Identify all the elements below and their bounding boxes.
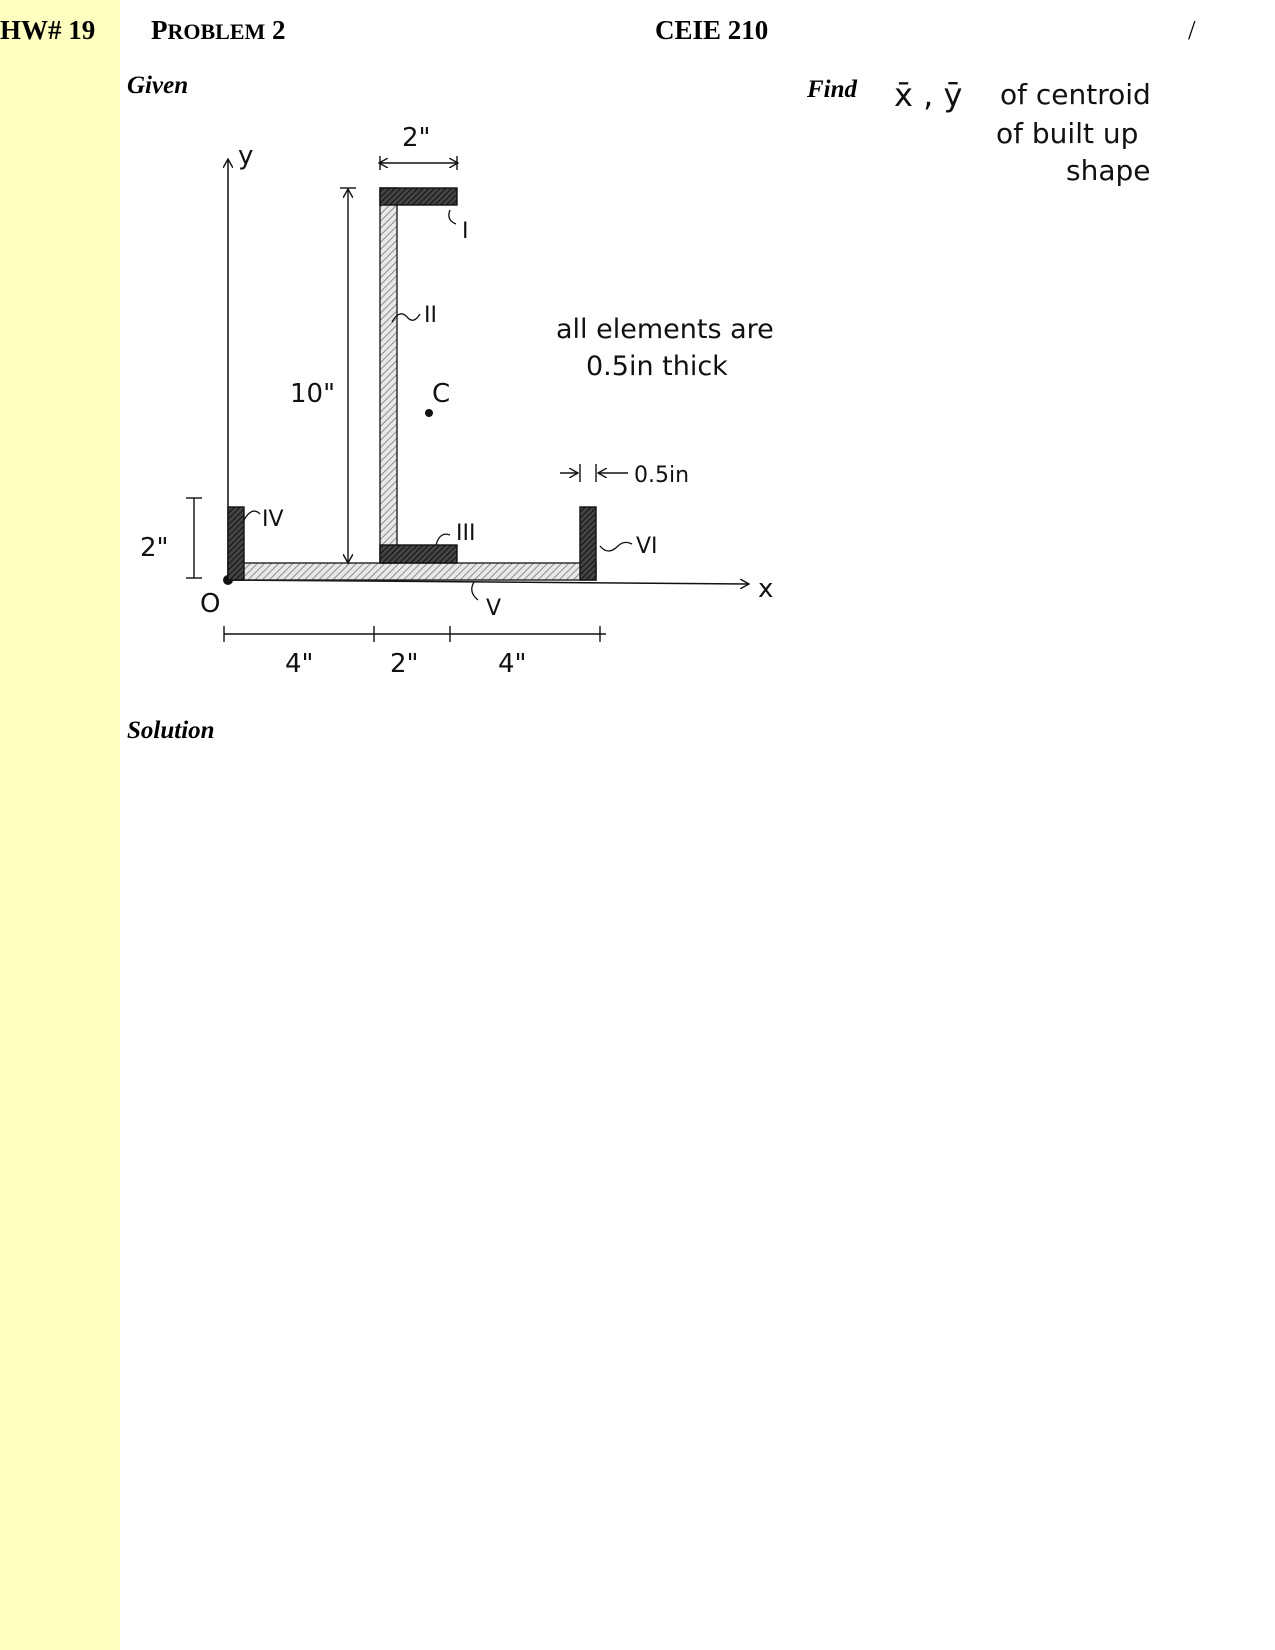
note-line-2: 0.5in thick bbox=[586, 351, 728, 382]
problem-initial: P bbox=[151, 15, 168, 45]
element-iii-lower-flange bbox=[380, 545, 457, 563]
course-code: CEIE 210 bbox=[655, 15, 769, 45]
element-iv-left-lip bbox=[228, 507, 244, 580]
element-label-vi: VI bbox=[636, 534, 658, 559]
leader-iii bbox=[436, 534, 450, 545]
leader-vi bbox=[600, 542, 632, 551]
element-ii-web bbox=[380, 188, 397, 563]
dim-bottom-3-label: 4" bbox=[498, 649, 527, 679]
element-label-iv: IV bbox=[262, 507, 284, 532]
find-variables: x̄ , ȳ bbox=[894, 76, 963, 114]
dim-bottom-2-label: 2" bbox=[390, 649, 419, 679]
solution-label: Solution bbox=[127, 717, 215, 744]
centroid-point bbox=[425, 409, 433, 417]
element-label-i: I bbox=[462, 219, 469, 244]
dim-height-label: 10" bbox=[290, 379, 336, 409]
given-figure bbox=[0, 0, 1275, 720]
element-v-bottom-plate bbox=[228, 563, 596, 580]
element-label-iii: III bbox=[456, 521, 476, 546]
y-axis-label: y bbox=[238, 141, 254, 171]
find-line-1: of centroid bbox=[1000, 78, 1151, 111]
leader-i bbox=[449, 210, 456, 224]
centroid-label: C bbox=[432, 379, 451, 409]
origin-label: O bbox=[200, 589, 221, 619]
leader-iv bbox=[244, 511, 260, 520]
find-line-2: of built up bbox=[996, 117, 1139, 150]
problem-word: ROBLEM bbox=[167, 19, 266, 44]
page-slash: / bbox=[1188, 15, 1196, 45]
problem-number: 2 bbox=[272, 15, 286, 45]
element-vi-right-lip bbox=[580, 507, 596, 580]
thickness-label: 0.5in bbox=[634, 463, 690, 488]
x-axis-label: x bbox=[758, 574, 774, 604]
find-label: Find bbox=[807, 76, 858, 103]
dim-bottom-1-label: 4" bbox=[285, 649, 314, 679]
element-label-ii: II bbox=[424, 303, 437, 328]
homework-number: HW# 19 bbox=[0, 15, 96, 45]
note-line-1: all elements are bbox=[556, 314, 774, 345]
dim-top-label: 2" bbox=[402, 123, 431, 153]
dim-left-label: 2" bbox=[140, 533, 169, 563]
element-label-v: V bbox=[486, 596, 502, 621]
element-i-top-flange bbox=[380, 188, 457, 205]
find-line-3: shape bbox=[1066, 154, 1151, 187]
given-label: Given bbox=[127, 72, 189, 99]
leader-v bbox=[472, 582, 478, 600]
